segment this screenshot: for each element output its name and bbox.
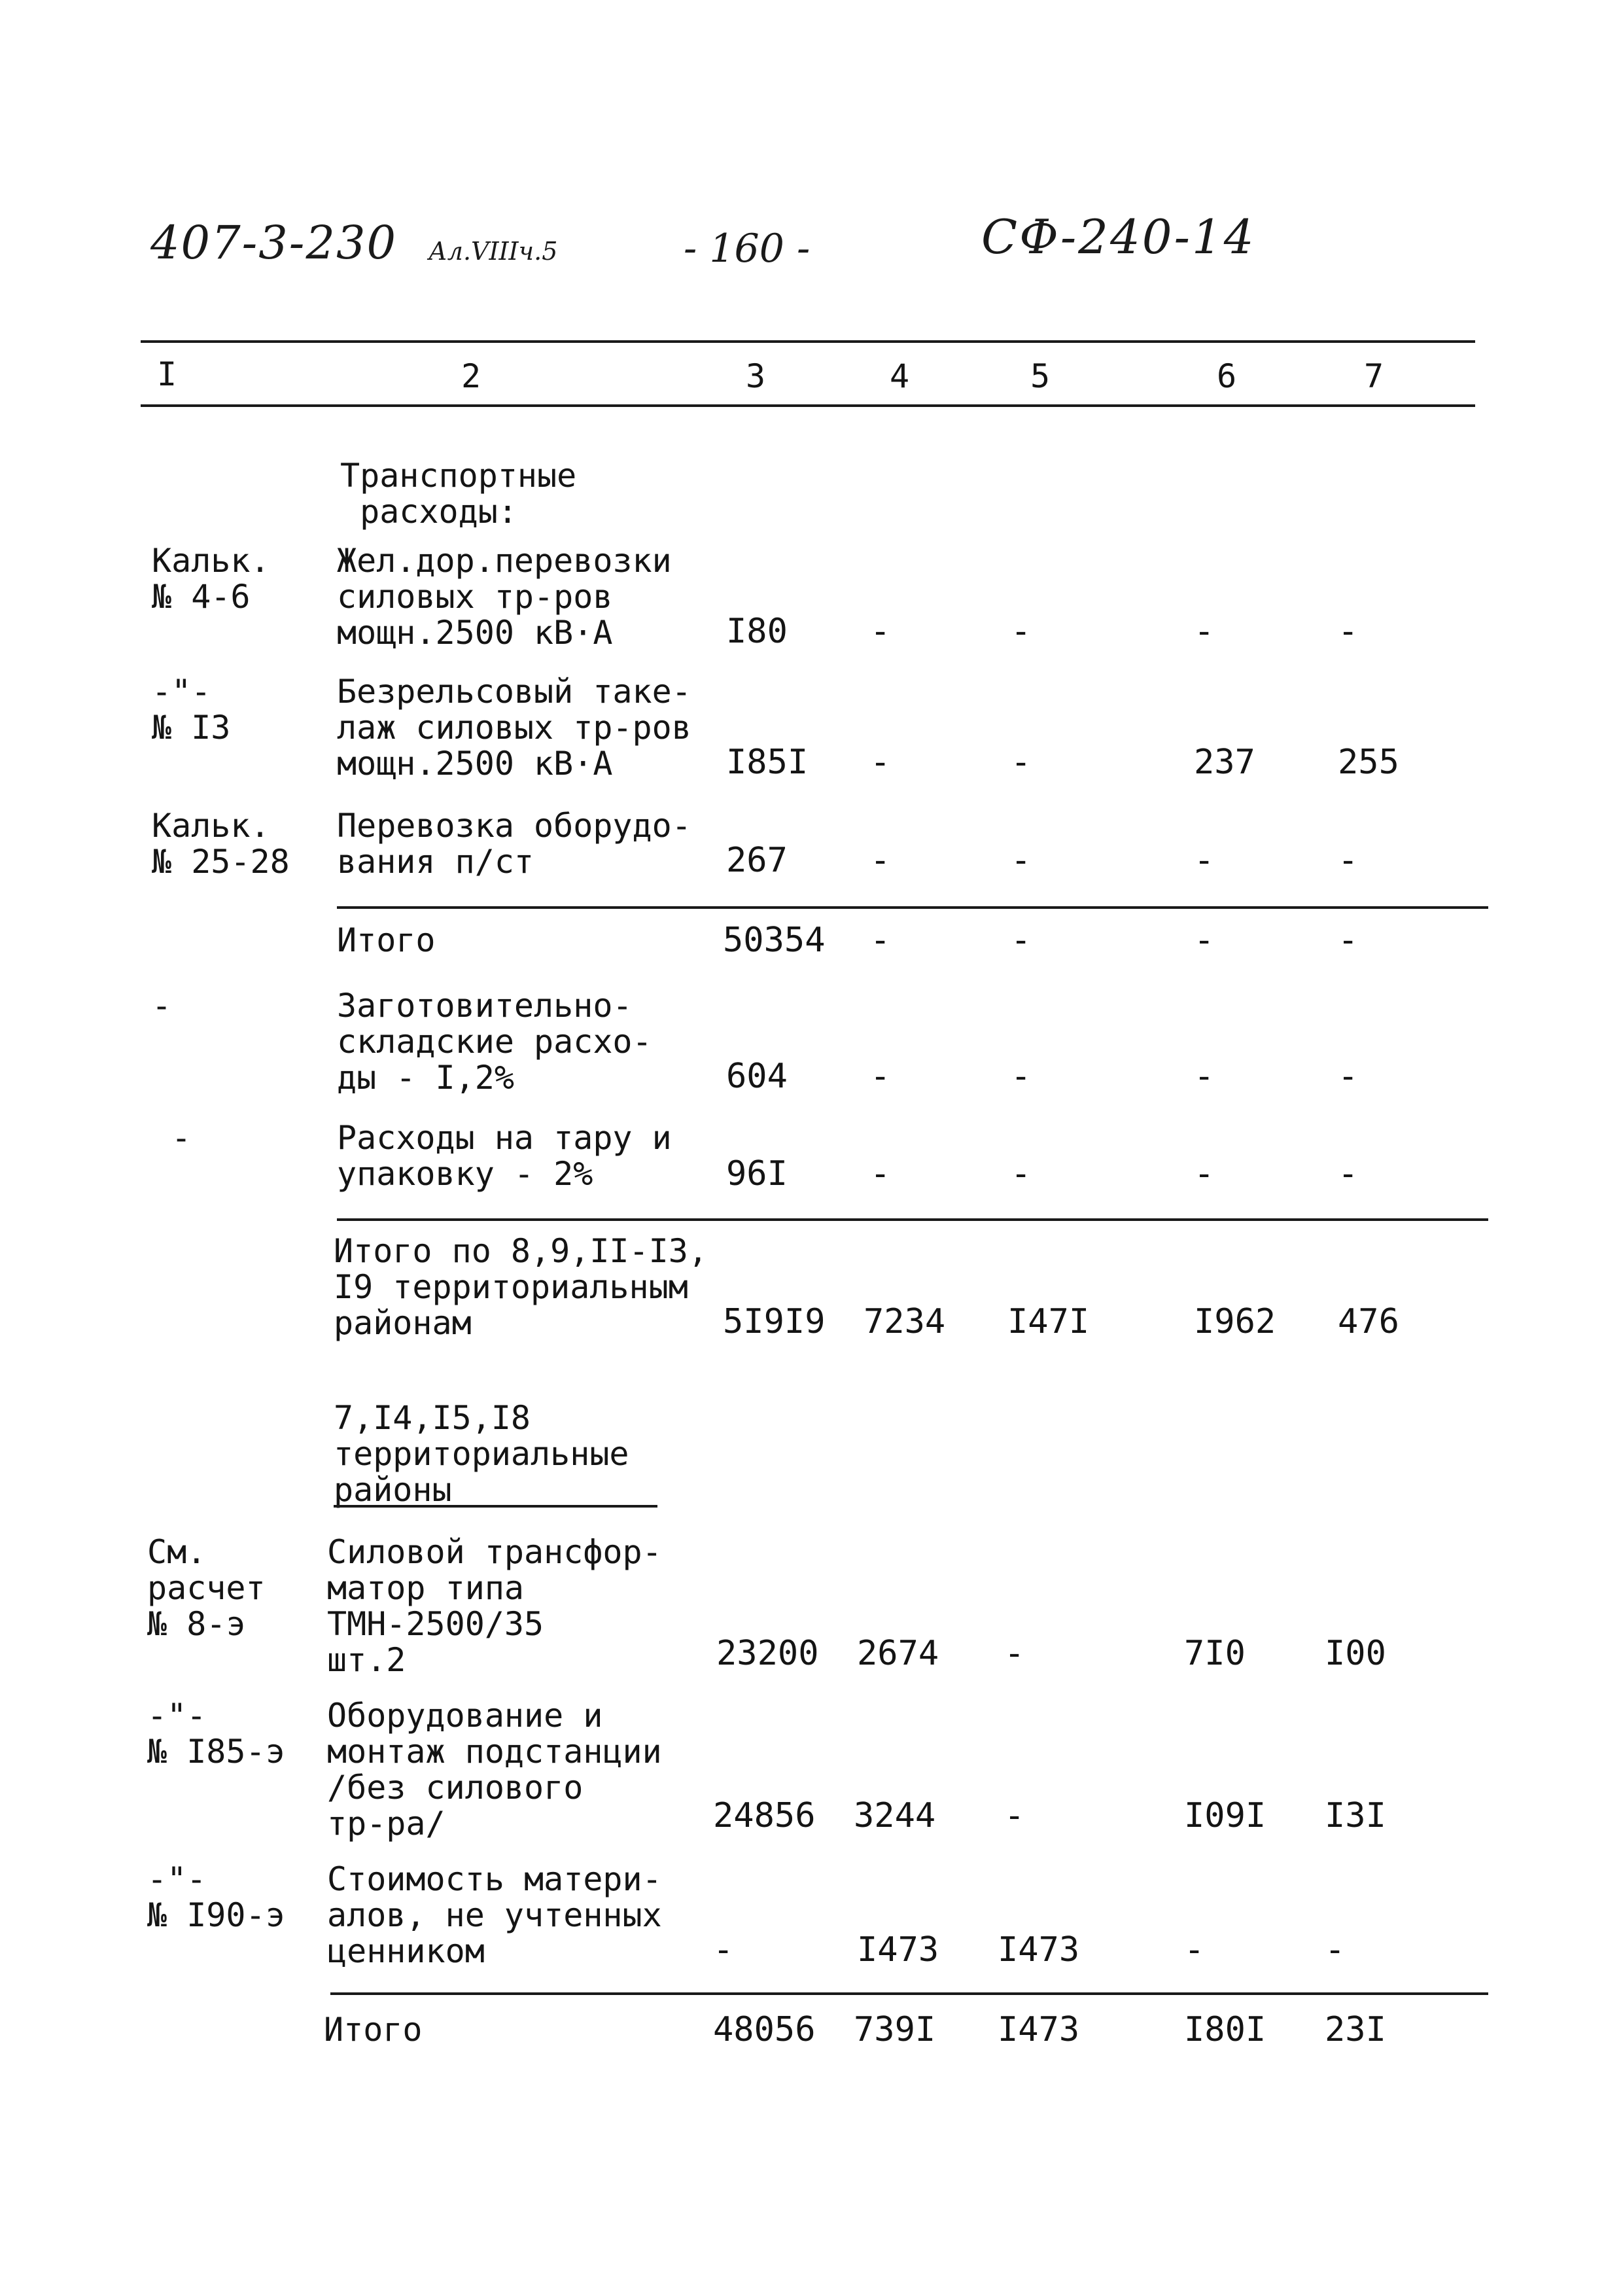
row-6-col-6: - xyxy=(1194,1154,1215,1193)
row-3-description: Перевозка оборудо- вания п/ст xyxy=(337,807,691,881)
row-4-col-6: - xyxy=(1194,921,1215,960)
row-3-col-5: - xyxy=(1011,841,1032,880)
row-12-col-3: 48056 xyxy=(713,2010,816,2049)
subtotal-rule-2 xyxy=(337,1218,1488,1221)
row-11-col-7: - xyxy=(1325,1930,1346,1969)
row-3-col-3: 267 xyxy=(726,841,788,880)
row-1-col-6: - xyxy=(1194,612,1215,651)
row-3-reference: Кальк. № 25-28 xyxy=(152,807,290,881)
row-12-col-5: I473 xyxy=(998,2010,1080,2049)
row-6-col-5: - xyxy=(1011,1154,1032,1193)
row-4-col-3: 50354 xyxy=(723,921,826,960)
row-10-col-4: 3244 xyxy=(854,1796,936,1835)
row-7-col-4: 7234 xyxy=(864,1302,946,1341)
row-11-col-3: - xyxy=(713,1930,734,1969)
column-header-5: 5 xyxy=(1030,357,1051,395)
row-7-col-5: I47I xyxy=(1007,1302,1090,1341)
row-11-col-5: I473 xyxy=(998,1930,1080,1969)
row-11-description: Стоимость матери- алов, не учтенных ценником xyxy=(327,1860,662,1970)
row-4-col-7: - xyxy=(1338,921,1359,960)
row-10-col-7: I3I xyxy=(1325,1796,1386,1835)
row-5-col-6: - xyxy=(1194,1057,1215,1096)
row-6-description: Расходы на тару и упаковку - 2% xyxy=(337,1119,672,1193)
header-bottom-rule xyxy=(141,404,1475,407)
total-rule xyxy=(330,1992,1488,1995)
row-11-col-6: - xyxy=(1184,1930,1205,1969)
row-7-col-3: 5I9I9 xyxy=(723,1302,826,1341)
row-12-col-6: I80I xyxy=(1184,2010,1266,2049)
row-5-col-7: - xyxy=(1338,1057,1359,1096)
column-header-2: 2 xyxy=(461,357,481,395)
row-11-col-4: I473 xyxy=(857,1930,939,1969)
row-9-col-7: I00 xyxy=(1325,1634,1386,1673)
row-5-col-5: - xyxy=(1011,1057,1032,1096)
column-header-3: 3 xyxy=(746,357,766,395)
subtotal-rule-1 xyxy=(337,906,1488,909)
row-6-reference: - xyxy=(171,1119,192,1157)
page-number: - 160 - xyxy=(684,226,811,272)
row-6-col-7: - xyxy=(1338,1154,1359,1193)
row-12-col-7: 23I xyxy=(1325,2010,1386,2049)
row-0-description: Транспортные расходы: xyxy=(340,457,577,531)
row-1-reference: Кальк. № 4-6 xyxy=(152,542,270,616)
row-10-col-6: I09I xyxy=(1184,1796,1266,1835)
row-10-reference: -"- № I85-э xyxy=(147,1697,285,1771)
table-top-rule xyxy=(141,340,1475,343)
row-6-col-4: - xyxy=(870,1154,891,1193)
column-header-6: 6 xyxy=(1217,357,1237,395)
column-header-1: I xyxy=(157,355,177,393)
row-3-col-6: - xyxy=(1194,841,1215,880)
row-10-col-3: 24856 xyxy=(713,1796,816,1835)
row-5-description: Заготовительно- складские расхо- ды - I,2% xyxy=(337,987,652,1097)
row-9-col-4: 2674 xyxy=(857,1634,939,1673)
row-2-col-6: 237 xyxy=(1194,743,1255,782)
row-1-col-7: - xyxy=(1338,612,1359,651)
column-header-7: 7 xyxy=(1364,357,1384,395)
row-4-col-5: - xyxy=(1011,921,1032,960)
row-1-col-4: - xyxy=(870,612,891,651)
row-9-col-3: 23200 xyxy=(716,1634,819,1673)
row-9-col-6: 7I0 xyxy=(1184,1634,1246,1673)
row-10-description: Оборудование и монтаж подстанции /без силового тр-ра/ xyxy=(327,1697,662,1843)
row-9-description: Силовой трансфор- матор типа ТМН-2500/35 шт.2 xyxy=(327,1533,662,1679)
row-3-col-7: - xyxy=(1338,841,1359,880)
row-11-reference: -"- № I90-э xyxy=(147,1860,285,1934)
row-7-description: Итого по 8,9,II-I3, I9 территориальным районам xyxy=(334,1232,708,1342)
row-8-description: 7,I4,I5,I8 территориальные районы xyxy=(334,1399,629,1509)
row-3-col-4: - xyxy=(870,841,891,880)
row-7-col-6: I962 xyxy=(1194,1302,1276,1341)
row-2-col-4: - xyxy=(870,743,891,782)
album-reference: Ал.VIIIч.5 xyxy=(428,237,558,266)
row-2-description: Безрельсовый такe- лаж силовых тр-ров мощн.2500 кВ·А xyxy=(337,673,691,783)
row-1-col-5: - xyxy=(1011,612,1032,651)
row-5-col-3: 604 xyxy=(726,1057,788,1096)
column-header-4: 4 xyxy=(890,357,910,395)
row-5-reference: - xyxy=(152,987,172,1025)
row-9-reference: См. расчет № 8-э xyxy=(147,1533,266,1643)
row-5-col-4: - xyxy=(870,1057,891,1096)
row-1-description: Жел.дор.перевозки силовых тр-ров мощн.2500 кВ·А xyxy=(337,542,672,652)
row-2-reference: -"- № I3 xyxy=(152,673,231,747)
row-12-description: Итого xyxy=(324,2011,423,2049)
document-code: 407-3-230 xyxy=(150,216,398,270)
row-10-col-5: - xyxy=(1004,1796,1025,1835)
row-4-description: Итого xyxy=(337,921,436,959)
row-9-col-5: - xyxy=(1004,1634,1025,1673)
row-4-col-4: - xyxy=(870,921,891,960)
row-2-col-3: I85I xyxy=(726,743,809,782)
sheet-code: СФ-240-14 xyxy=(981,209,1256,264)
row-1-col-3: I80 xyxy=(726,612,788,651)
row-12-col-4: 739I xyxy=(854,2010,936,2049)
row-6-col-3: 96I xyxy=(726,1154,788,1193)
section-underline xyxy=(334,1505,657,1508)
row-7-col-7: 476 xyxy=(1338,1302,1399,1341)
row-2-col-5: - xyxy=(1011,743,1032,782)
row-2-col-7: 255 xyxy=(1338,743,1399,782)
